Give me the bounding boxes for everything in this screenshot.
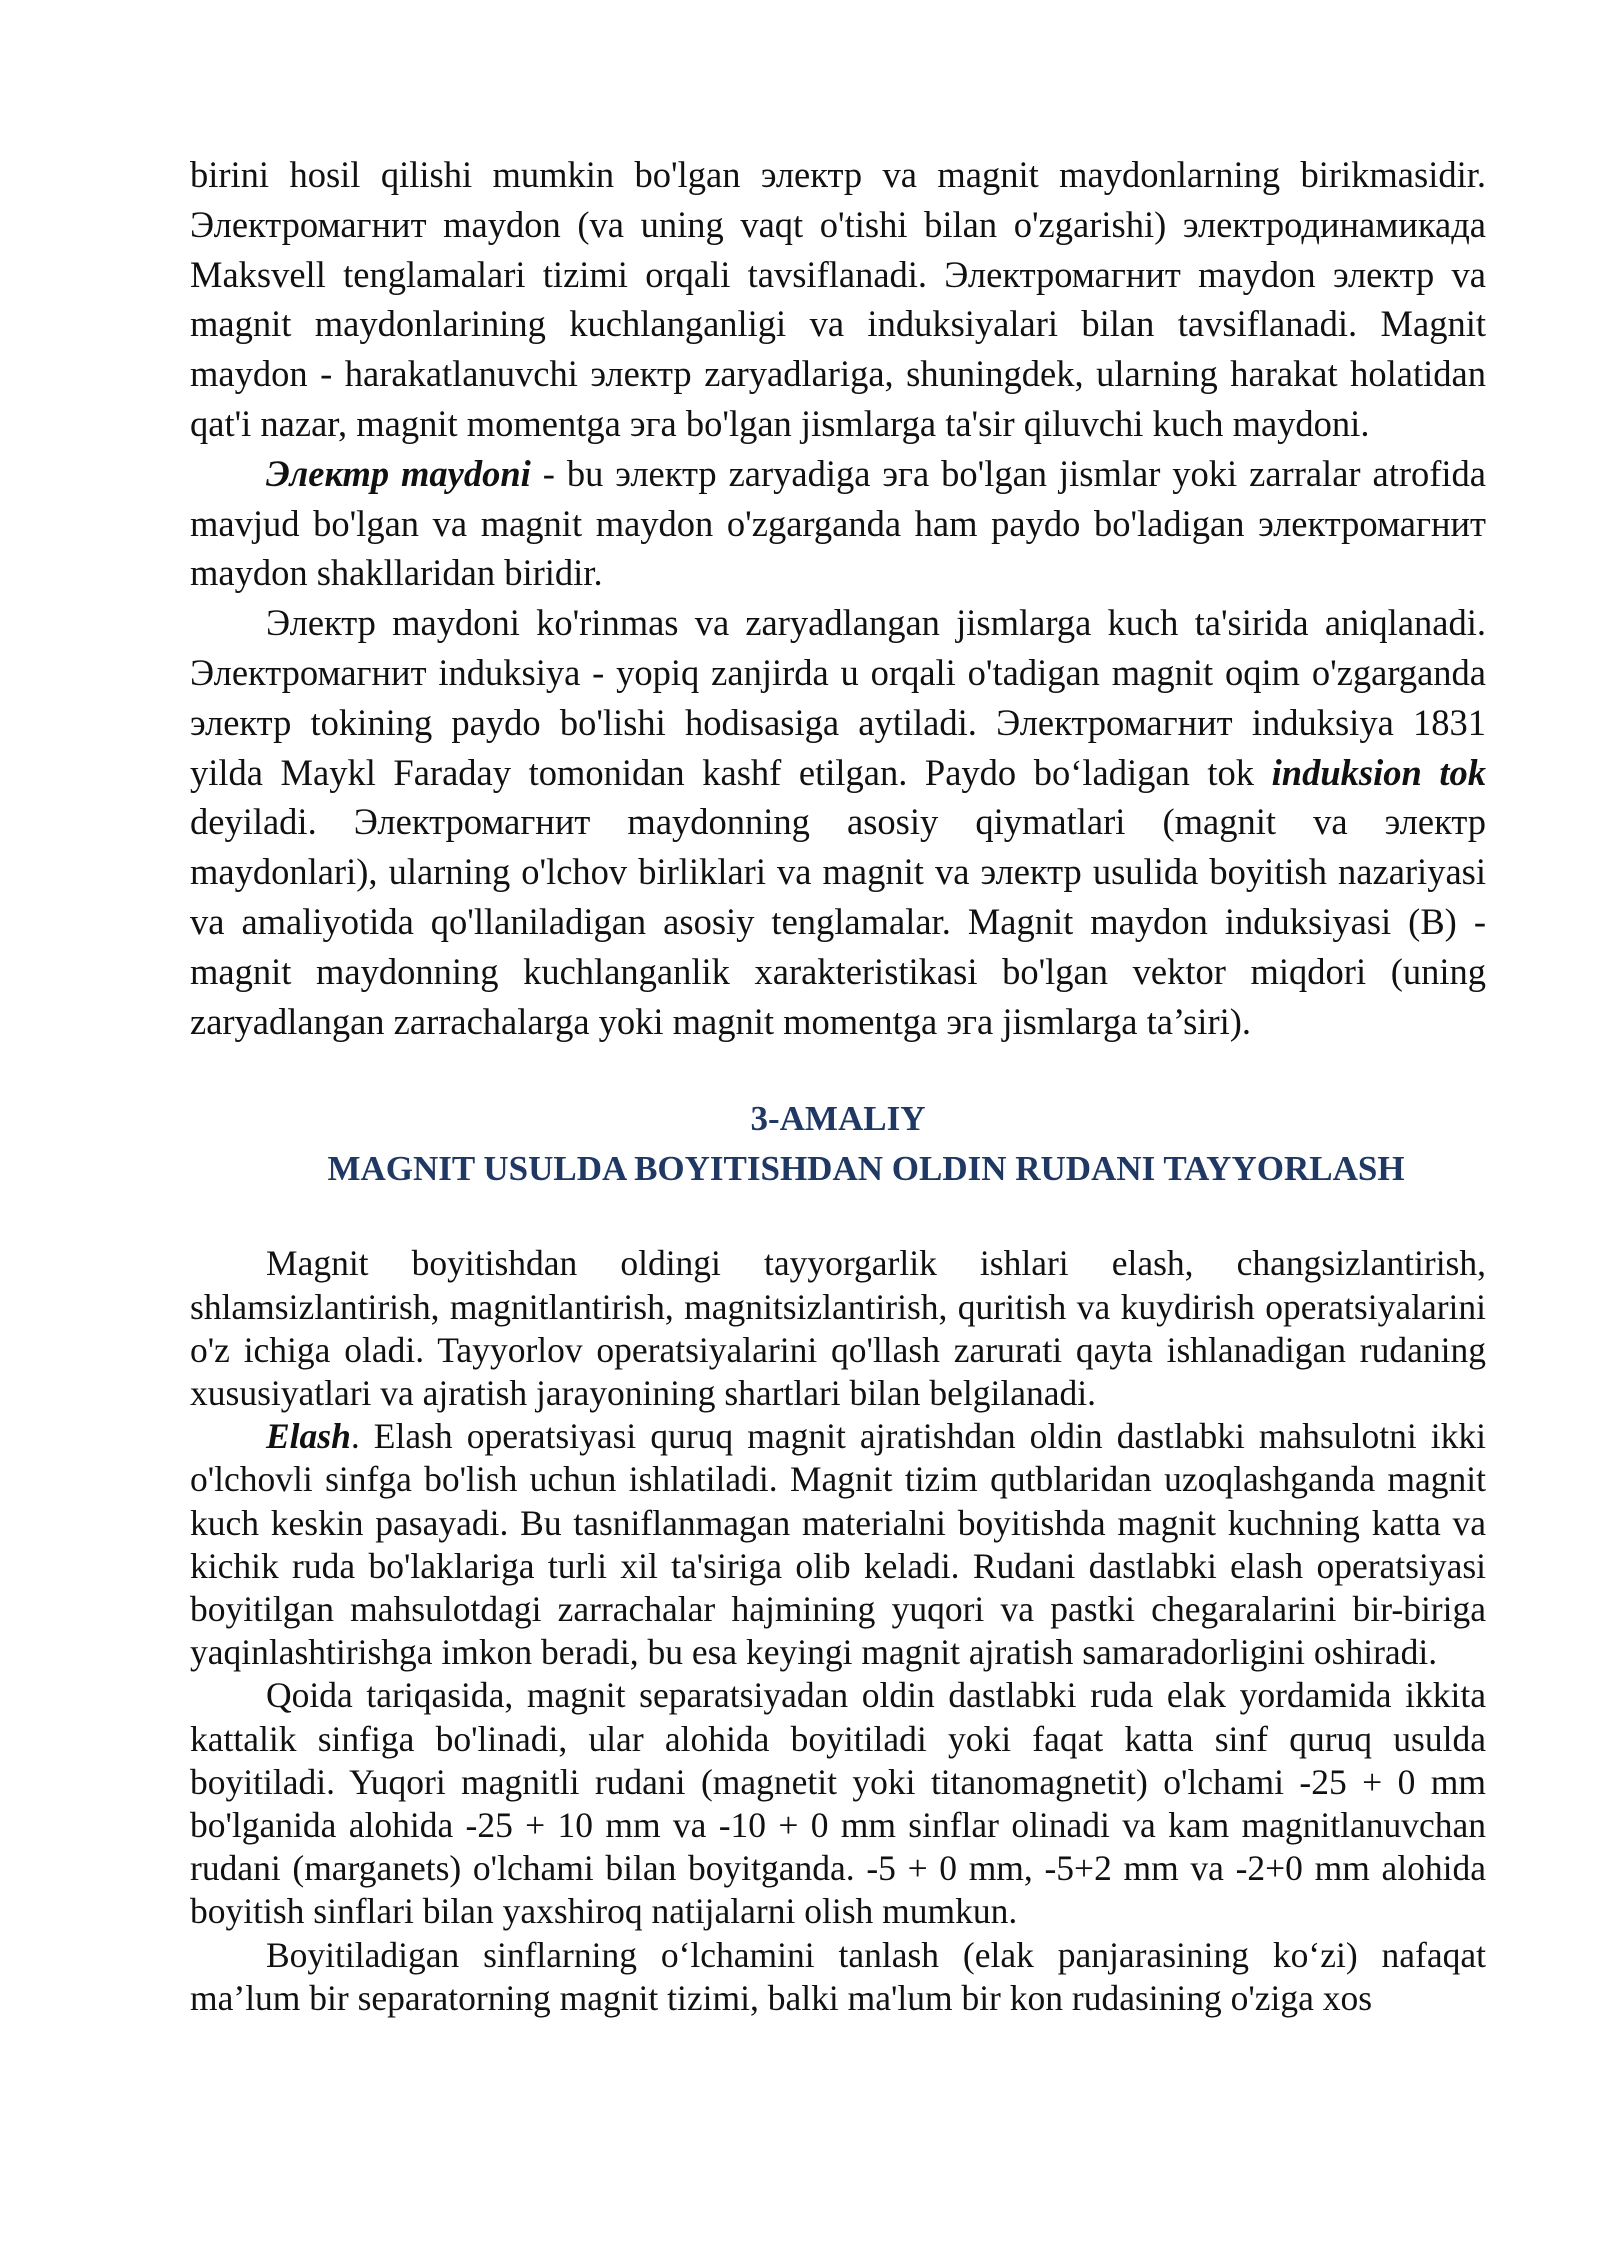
term-electric-field: Электр maydoni bbox=[266, 452, 531, 494]
paragraph-induction bbox=[190, 598, 1486, 1046]
document-page bbox=[190, 150, 1486, 2020]
section-number: 3-AMALIY bbox=[750, 1099, 926, 1139]
paragraph-screening bbox=[190, 1415, 1486, 1674]
term-induction-current: induksion tok bbox=[1271, 751, 1486, 793]
paragraph-size-classes: Qoida tariqasida, magnit separatsiyadan oldin dastlabki ruda elak yordamida ikkita kattalik sinfiga bo'linadi, ular alohida boyitiladi yoki faqat katta sinf quruq usulda boyitiladi. Yuqori magnitli rudani (magnetit yoki titanomagnetit) o'lchami -25 + 0 mm bo'lganida alohida -25 + 10 mm va -10 + 0 mm sinflar olinadi va kam magnitlanuvchan rudani (marganets) o'lchami bilan boyitganda. -5 + 0 mm, -5+2 mm va -2+0 mm alohida boyitish sinflari bilan yaxshiroq natijalarni olish mumkun. bbox=[190, 1675, 1486, 1932]
main-section bbox=[190, 1242, 1486, 2020]
electric-field-text: - bu электр zaryadiga эга bo'lgan jismlar yoki zarralar atrofida mavjud bo'lgan va magnit maydon o'zgarganda ham paydo bo'ladigan электромагнит maydon shakllaridan biridir. bbox=[190, 452, 1486, 594]
paragraph-class-selection: Boyitiladigan sinflarning o‘lchamini tanlash (elak panjarasining ko‘zi) nafaqat ma’lum bir separatorning magnit tizimi, balki ma'lum bir kon rudasining o'ziga xos bbox=[190, 1934, 1486, 2018]
intro-section bbox=[190, 150, 1486, 1046]
term-screening: Elash bbox=[266, 1416, 351, 1457]
paragraph-electric-field bbox=[190, 449, 1486, 598]
paragraph-em-field-definition: birini hosil qilishi mumkin bo'lgan электр va magnit maydonlarning birikmasidir. Электромагнит maydon (va uning vaqt o'tishi bilan o'zgarishi) электродинамикада Maksvell tenglamalari tizimi orqali tavsiflanadi. Электромагнит maydon электр va magnit maydonlarining kuchlanganligi va induksiyalari bilan tavsiflanadi. Magnit maydon - harakatlanuvchi электр zaryadlariga, shuningdek, ularning harakat holatidan qat'i nazar, magnit momentga эга bo'lgan jismlarga ta'sir qiluvchi kuch maydoni. bbox=[190, 154, 1486, 444]
induction-text-b: deyiladi. Электромагнит maydonning asosiy qiymatlari (magnit va электр maydonlari), ularning o'lchov birliklari va magnit va электр usulida boyitish nazariyasi va amaliyotida qo'llaniladigan asosiy tenglamalar. Magnit maydon induksiyasi (B) - magnit maydonning kuchlanganlik xarakteristikasi bo'lgan vektor miqdori (uning zaryadlangan zarrachalarga yoki magnit momentga эга jismlarga ta’siri). bbox=[190, 801, 1486, 1042]
screening-text: . Elash operatsiyasi quruq magnit ajratishdan oldin dastlabki mahsulotni ikki o'lchovli sinfga bo'lish uchun ishlatiladi. Magnit tizim qutblaridan uzoqlashganda magnit kuch keskin pasayadi. Bu tasniflanmagan materialni boyitishda magnit kuchning katta va kichik ruda bo'laklariga turli xil ta'siriga olib keladi. Rudani dastlabki elash operatsiyasi boyitilgan mahsulotdagi zarrachalar hajmining yuqori va pastki chegaralarini bir-biriga yaqinlashtirishga imkon beradi, bu esa keyingi magnit ajratish samaradorligini oshiradi. bbox=[190, 1416, 1486, 1673]
induction-text-a: Электр maydoni ko'rinmas va zaryadlangan jismlarga kuch ta'sirida aniqlanadi. Электромагнит induksiya - yopiq zanjirda u orqali o'tadigan magnit oqim o'zgarganda электр tokining paydo bo'lishi hodisasiga aytiladi. Электромагнит induksiya 1831 yilda Maykl Faraday tomonidan kashf etilgan. Paydo bo‘ladigan tok bbox=[190, 602, 1486, 793]
section-title: MAGNIT USULDA BOYITISHDAN OLDIN RUDANI TAYYORLASH bbox=[327, 1149, 1405, 1189]
paragraph-preparation: Magnit boyitishdan oldingi tayyorgarlik ishlari elash, changsizlantirish, shlamsizlantirish, magnitlantirish, magnitsizlantirish, quritish va kuydirish operatsiyalarini o'z ichiga oladi. Tayyorlov operatsiyalarini qo'llash zarurati qayta ishlanadigan rudaning xususiyatlari va ajratish jarayonining shartlari bilan belgilanadi. bbox=[190, 1243, 1486, 1413]
